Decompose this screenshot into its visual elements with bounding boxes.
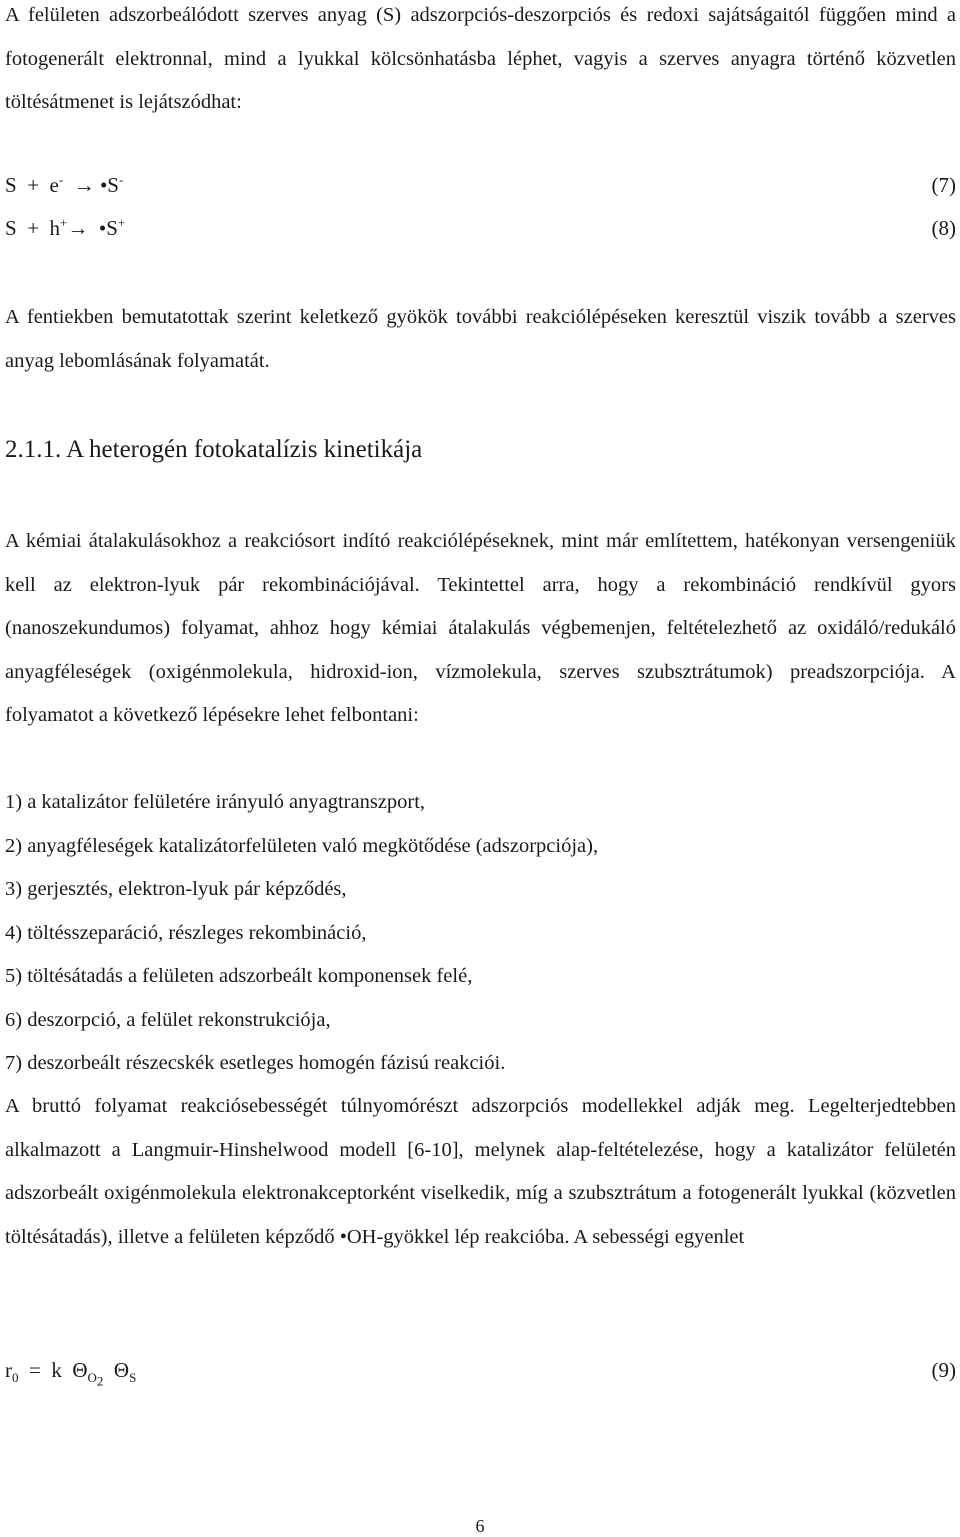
list-item: 3) gerjesztés, elektron-lyuk pár képződés, [5, 878, 347, 900]
equation-9-number: (9) [931, 1358, 956, 1382]
equation-8-expression: S + h+→ •S+ [5, 215, 126, 240]
equation-8 [5, 213, 956, 243]
equation-9-expression: $r_0 = k$ $\Theta_{O_2}$ $\Theta_S$ [5, 1358, 137, 1389]
reaction-arrow-icon: → [73, 173, 95, 197]
paragraph-kinetics: A kémiai átalakulásokhoz a reakciósort indító reakciólépéseknek, mint már említettem, hatékonyan versengeniük kell az elektron-lyuk pár rekombinációjával. Tekintettel arra, hogy a rekombináció rendkívül gyors (nanoszekundumos) folyamat, ahhoz hogy kémiai átalakulás végbemenjen, feltételezhető az oxidáló/redukáló anyagféleségek (oxigénmolekula, hidroxid-ion, vízmolekula, szerves szubsztrátumok) preadszorpciója. A folyamatot a következő lépésekre lehet felbontani: [5, 530, 956, 726]
page-number: 6 [475, 1516, 485, 1536]
paragraph-langmuir: A bruttó folyamat reakciósebességét túlnyomórészt adszorpciós modellekkel adják meg. Legelterjedtebben alkalmazott a Langmuir-Hinshelwood modell [6-10], melynek alap-feltételezése, hogy a katalizátor felületén adszorbeált oxigénmolekula elektronakceptorként viselkedik, míg a szubsztrátum a fotogenerált lyukkal (közvetlen töltésátadás), illetve a felületen képződő •OH-gyökkel lép reakcióba. A sebességi egyenlet [5, 1095, 956, 1248]
list-item: 2) anyagféleségek katalizátorfelületen való megkötődése (adszorpciója), [5, 834, 599, 857]
equation-9 [5, 1355, 956, 1389]
equation-8-number: (8) [931, 216, 956, 240]
list-item: 7) deszorbeált részecskék esetleges homogén fázisú reakciói. [5, 1052, 506, 1074]
paragraph-radicals: A fentiekben bemutatottak szerint keletkező gyökök további reakciólépéseken keresztül viszik tovább a szerves anyag lebomlásának folyamatát. [5, 306, 956, 372]
equation-7-expression: S + e- → •S- [5, 172, 124, 197]
list-item: 6) deszorpció, a felület rekonstrukciója, [5, 1008, 331, 1031]
list-item: 1) a katalizátor felületére irányuló anyagtranszport, [5, 791, 426, 813]
reaction-arrow-icon: → [67, 216, 89, 240]
list-item: 4) töltésszeparáció, részleges rekombináció, [5, 921, 367, 944]
steps-list [5, 781, 956, 1086]
list-item: 5) töltésátadás a felületen adszorbeált komponensek felé, [5, 965, 473, 987]
equation-7-number: (7) [931, 173, 956, 197]
intro-paragraph: A felületen adszorbeálódott szerves anyag (S) adszorpciós-deszorpciós és redoxi sajátságaitól függően mind a fotogenerált elektronnal, mind a lyukkal kölcsönhatásba léphet, vagyis a szerves anyagra történő közvetlen töltésátmenet is lejátszódhat: [5, 4, 956, 113]
section-heading: 2.1.1. A heterogén fotokatalízis kinetikája [5, 436, 423, 463]
equation-7 [5, 170, 956, 200]
